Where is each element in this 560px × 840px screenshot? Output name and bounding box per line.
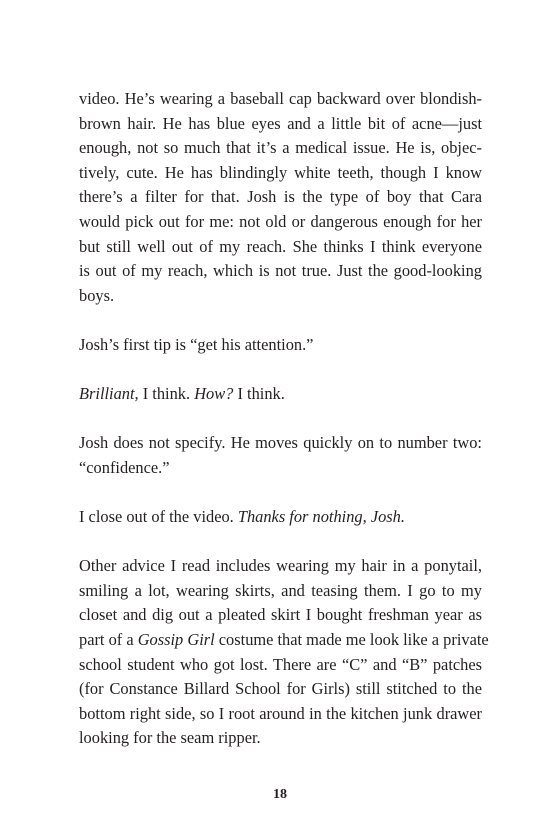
text-segment: looking for the seam ripper. xyxy=(79,728,261,748)
text-segment: tively, cute. He has blindingly white teeth, though I know xyxy=(79,162,482,182)
text-line xyxy=(79,702,482,727)
text-line xyxy=(79,185,482,210)
text-segment: costume that made me look like a private xyxy=(214,630,489,650)
page-body xyxy=(79,87,489,751)
text-segment: is out of my reach, which is not true. Just the good-looking xyxy=(79,261,482,281)
text-line xyxy=(79,210,482,235)
text-segment: there’s a filter for that. Josh is the type of boy that Cara xyxy=(79,187,482,207)
page-number: 18 xyxy=(273,787,287,802)
paragraph xyxy=(79,382,482,407)
text-segment: smiling a lot, wearing skirts, and teasing them. I go to my xyxy=(79,580,482,600)
text-line xyxy=(79,161,482,186)
paragraph-gap xyxy=(79,308,482,333)
text-line xyxy=(79,554,482,579)
paragraph-gap xyxy=(79,481,482,506)
paragraph xyxy=(79,554,489,751)
text-segment: I think. xyxy=(138,384,195,404)
text-line xyxy=(79,112,482,137)
text-line xyxy=(79,136,482,161)
text-segment: Other advice I read includes wearing my hair in a ponytail, xyxy=(79,556,482,576)
text-line xyxy=(79,259,482,284)
text-segment: “confidence.” xyxy=(79,457,170,477)
paragraph-gap xyxy=(79,530,482,555)
text-segment: but still well out of my reach. She thinks I think everyone xyxy=(79,236,482,256)
text-line xyxy=(79,653,482,678)
text-segment: I close out of the video. xyxy=(79,507,238,527)
text-segment: part of a xyxy=(79,630,138,650)
text-line xyxy=(79,431,482,456)
paragraph-gap xyxy=(79,407,482,432)
text-segment: would pick out for me: not old or dangerous enough for her xyxy=(79,211,482,231)
text-segment: closet and dig out a pleated skirt I bought freshman year as xyxy=(79,605,482,625)
text-segment: (for Constance Billard School for Girls) still stitched to the xyxy=(79,679,482,699)
text-segment: I think. xyxy=(233,384,285,404)
text-line xyxy=(79,505,482,530)
paragraph xyxy=(79,87,482,308)
paragraph xyxy=(79,333,482,358)
text-segment: enough, not so much that it’s a medical issue. He is, objec- xyxy=(79,138,482,158)
italic-text: How? xyxy=(194,384,234,404)
text-segment: bottom right side, so I root around in the kitchen junk drawer xyxy=(79,703,482,723)
text-line xyxy=(79,333,482,358)
text-line xyxy=(79,235,482,260)
text-line xyxy=(79,677,482,702)
italic-text: Brilliant, xyxy=(79,384,139,404)
italic-text: Thanks for nothing, Josh. xyxy=(237,507,405,527)
italic-text: Gossip Girl xyxy=(137,630,215,650)
text-segment: Josh does not specify. He moves quickly on to number two: xyxy=(79,433,482,453)
paragraph-gap xyxy=(79,358,482,383)
text-segment: brown hair. He has blue eyes and a little bit of acne—just xyxy=(79,113,482,133)
text-segment: video. He’s wearing a baseball cap backward over blondish- xyxy=(79,89,482,108)
text-line xyxy=(79,579,482,604)
text-line xyxy=(79,628,489,653)
paragraph xyxy=(79,431,482,480)
text-line xyxy=(79,284,482,309)
text-line xyxy=(79,382,482,407)
text-line xyxy=(79,603,482,628)
text-line xyxy=(79,726,482,751)
text-line xyxy=(79,456,482,481)
text-line xyxy=(79,87,482,112)
paragraph xyxy=(79,505,482,530)
text-segment: boys. xyxy=(79,285,115,305)
text-segment: Josh’s first tip is “get his attention.” xyxy=(79,334,314,354)
text-segment: school student who got lost. There are “C” and “B” patches xyxy=(79,654,482,674)
